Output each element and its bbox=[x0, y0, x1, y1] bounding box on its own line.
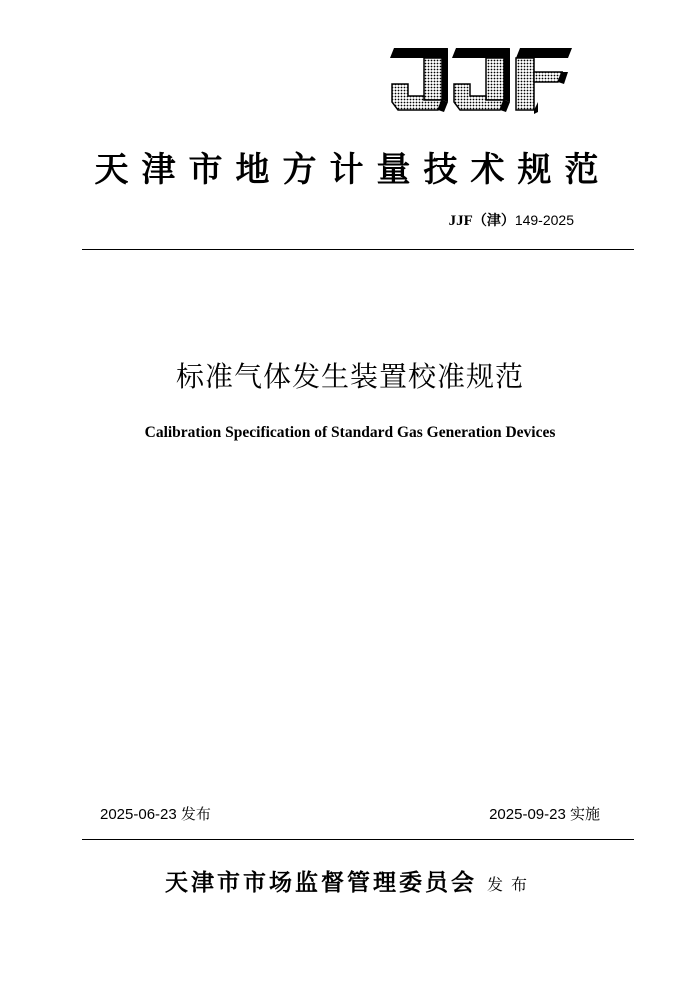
implementation-date bbox=[489, 803, 600, 824]
implementation-date-label: 实施 bbox=[569, 805, 600, 823]
issue-date-value: 2025-06-23 bbox=[100, 806, 177, 823]
implementation-date-value: 2025-09-23 bbox=[489, 806, 566, 823]
logo-letter-j2 bbox=[452, 48, 510, 112]
footer-divider bbox=[82, 839, 634, 840]
issue-date-label: 发布 bbox=[180, 805, 211, 823]
series-title: 天津市地方计量技术规范 bbox=[94, 150, 612, 190]
header-divider bbox=[82, 249, 634, 250]
logo-letter-f bbox=[516, 48, 572, 114]
issue-date bbox=[100, 803, 211, 824]
doc-number-value: 149-2025 bbox=[514, 212, 574, 228]
publisher-action: 发布 bbox=[486, 875, 535, 894]
publisher bbox=[0, 864, 700, 897]
logo-letter-j1 bbox=[390, 48, 448, 112]
doc-number-prefix: JJF bbox=[448, 213, 473, 229]
document-number bbox=[449, 210, 574, 230]
document-title-en: Calibration Specification of Standard Gas Generation Devices bbox=[144, 424, 556, 441]
publisher-org: 天津市市场监督管理委员会 bbox=[164, 869, 477, 896]
doc-number-region: （津） bbox=[472, 213, 515, 229]
document-title-zh: 标准气体发生装置校准规范 bbox=[175, 360, 524, 393]
jjf-logo bbox=[388, 44, 574, 116]
